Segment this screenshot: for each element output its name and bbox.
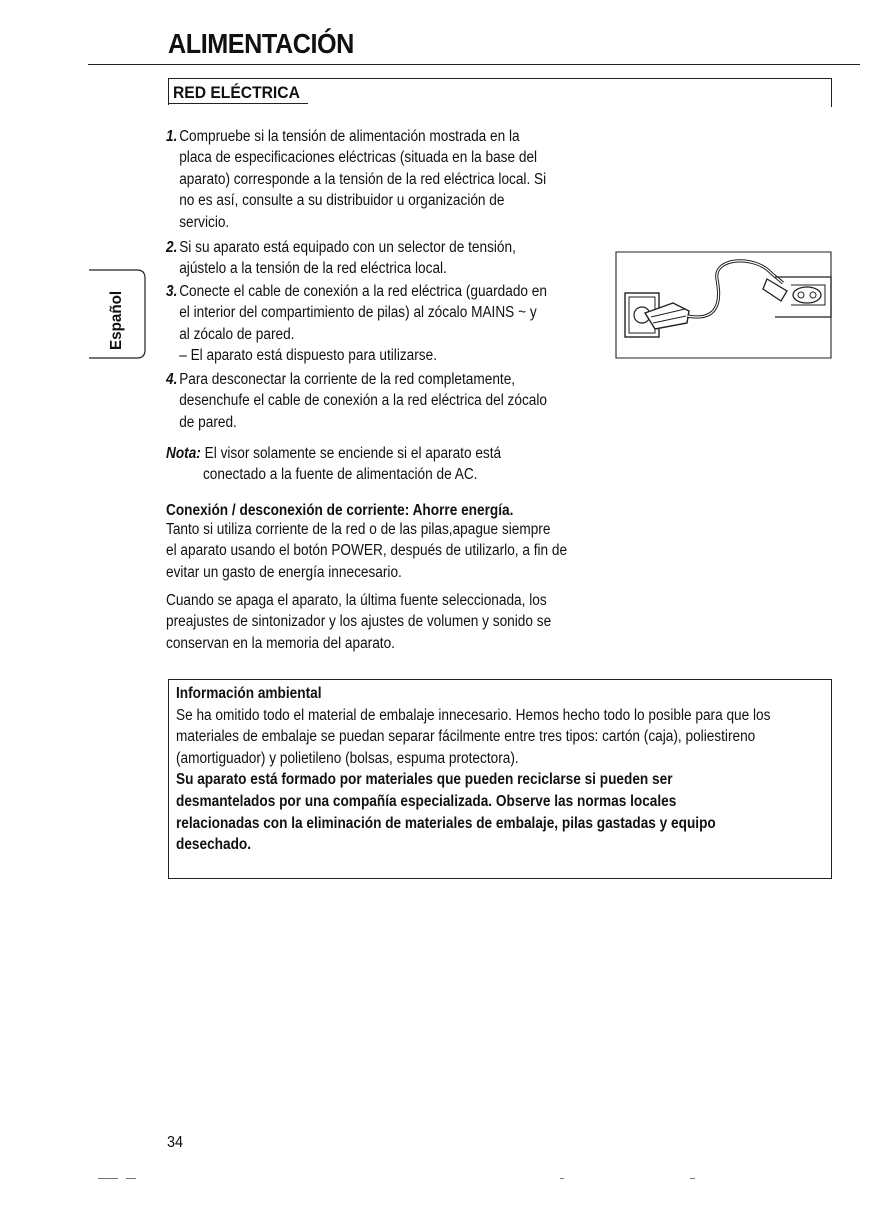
paragraph-line: conservan en la memoria del aparato. [166,634,395,652]
environmental-info-box [168,679,832,879]
note-line: El visor solamente se enciende si el aparato está [200,445,502,462]
step-number: 4. [166,371,178,388]
step-line: de pared. [179,413,237,431]
step-3 [166,281,547,367]
step-2 [166,237,516,280]
environmental-bold-line: desechado. [176,836,252,854]
environmental-bold-line: desmantelados por una compañía especializada. Observe las normas locales [176,792,677,810]
paragraph-line: preajustes de sintonizador y los ajustes de volumen y sonido se [166,613,552,631]
environmental-info-title: Información ambiental [176,685,322,702]
title-divider [88,64,860,65]
step-line: Conecte el cable de conexión a la red eléctrica (guardado en [179,283,547,300]
note-block [166,443,501,486]
section-heading-underline [168,103,308,104]
note-label: Nota: [166,445,201,462]
environmental-bold-line: Su aparato está formado por materiales que pueden reciclarse si pueden ser [176,771,673,789]
language-side-tab [87,268,147,360]
section-box [168,78,832,105]
paragraph-line: Cuando se apaga el aparato, la última fuente seleccionada, los [166,592,547,609]
note-line: conectado a la fuente de alimentación de AC. [202,466,478,484]
step-line: ajústelo a la tensión de la red eléctrica local. [179,260,447,278]
step-1 [166,126,546,233]
step-line: placa de especificaciones eléctricas (situada en la base del [179,149,538,167]
paragraph-line: evitar un gasto de energía innecesario. [166,563,402,581]
environmental-bold-line: relacionadas con la eliminación de materiales de embalaje, pilas gastadas y equipo [176,814,716,832]
scan-speck [98,1178,118,1179]
step-line: Compruebe si la tensión de alimentación mostrada en la [179,128,520,145]
scan-speck [560,1178,564,1179]
page-title: ALIMENTACIÓN [168,28,354,59]
scan-speck [126,1178,136,1179]
step-4 [166,369,547,433]
step-line: al zócalo de pared. [179,325,295,343]
environmental-line: (amortiguador) y polietileno (bolsas, espuma protectora). [176,749,519,767]
energy-saving-title: Conexión / desconexión de corriente: Ahorre energía. [166,502,514,519]
paragraph-line: Tanto si utiliza corriente de la red o de las pilas,apague siempre [166,521,551,538]
page-number: 34 [167,1134,184,1151]
side-tab-label: Español [108,290,125,350]
step-line: servicio. [179,213,230,231]
section-heading: RED ELÉCTRICA [173,83,300,102]
paragraph-line: el aparato usando el botón POWER, después de utilizarlo, a fin de [166,542,568,560]
step-line: – El aparato está dispuesto para utilizarse. [179,347,437,365]
step-line: Si su aparato está equipado con un selector de tensión, [179,239,516,256]
step-line: aparato) corresponde a la tensión de la red eléctrica local. Si [179,170,547,188]
step-number: 1. [166,128,178,145]
scan-speck [690,1178,695,1179]
mains-plug-icon [615,251,832,359]
step-number: 2. [166,239,178,256]
step-line: Para desconectar la corriente de la red completamente, [179,371,516,388]
step-number: 3. [166,283,178,300]
energy-paragraph-2 [166,590,551,654]
step-line: no es así, consulte a su distribuidor u organización de [179,192,505,210]
environmental-line: materiales de embalaje se puedan separar fácilmente entre tres tipos: cartón (caja), poliestireno [176,728,756,746]
environmental-line: Se ha omitido todo el material de embalaje innecesario. Hemos hecho todo lo posible para que los [176,706,771,724]
mains-plug-illustration [615,251,832,359]
energy-paragraph-1 [166,519,567,583]
step-line: el interior del compartimiento de pilas) al zócalo MAINS ~ y [179,304,537,322]
step-line: desenchufe el cable de conexión a la red eléctrica del zócalo [179,392,547,410]
